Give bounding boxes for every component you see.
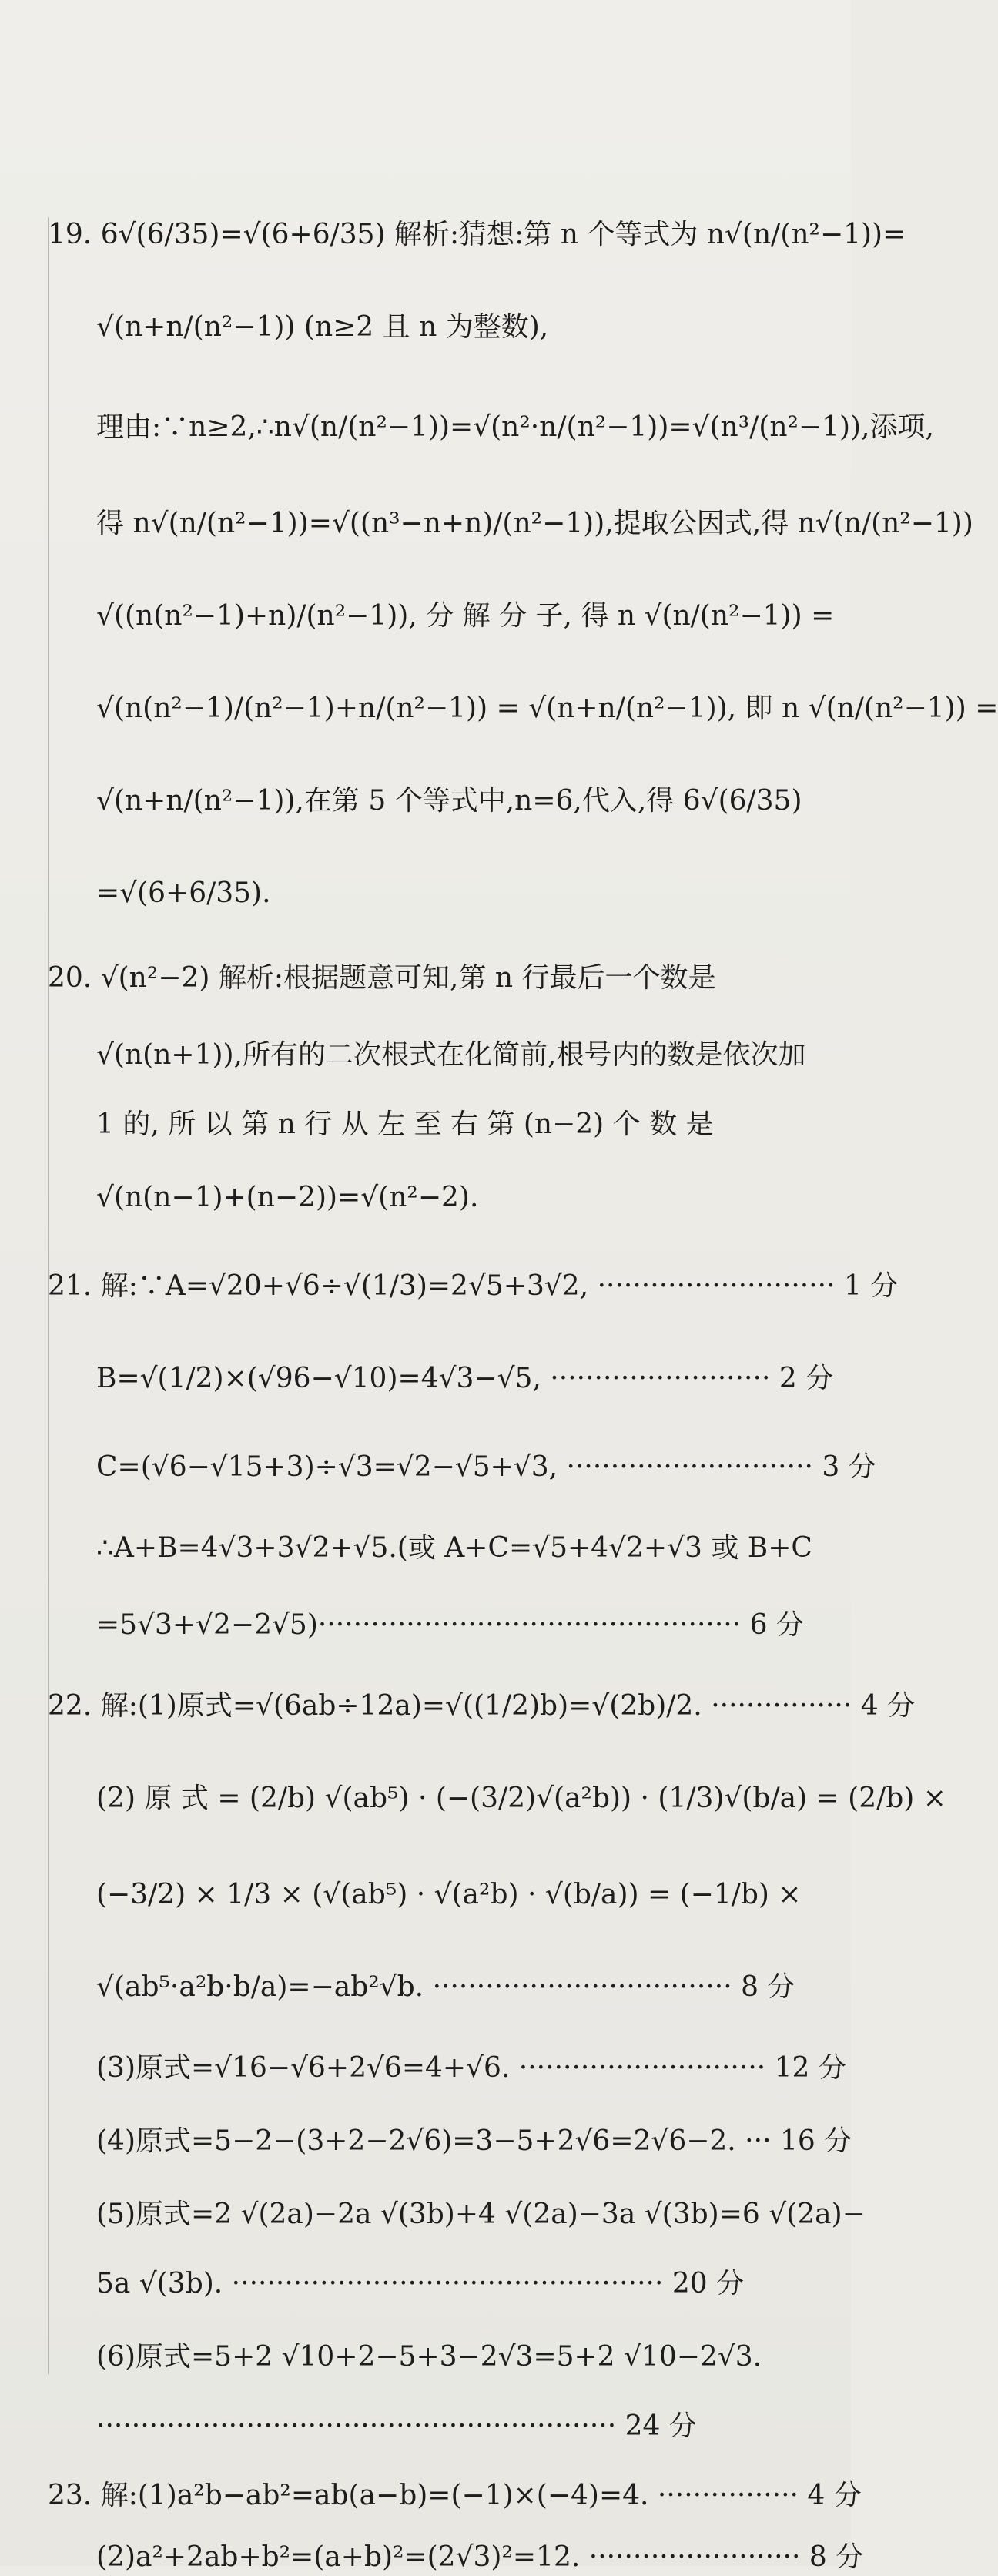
text-line: (3)原式=√16−√6+2√6=4+√6. ···························· 12 分 [96,2052,846,2084]
text-line: (−3/2) × 1/3 × (√(ab⁵) · √(a²b) · √(b/a)) = (−1/b) × [96,1879,802,1910]
text-line: √(n(n²−1)/(n²−1)+n/(n²−1)) = √(n+n/(n²−1)), 即 n √(n/(n²−1)) = [96,693,998,724]
text-line: ∴A+B=4√3+3√2+√5.(或 A+C=√5+4√2+√3 或 B+C [96,1532,812,1564]
text-line: √(n+n/(n²−1)),在第 5 个等式中,n=6,代入,得 6√(6/35) [96,785,802,817]
text-line: =5√3+√2−2√5)················································ 6 分 [96,1609,804,1641]
text-line: (4)原式=5−2−(3+2−2√6)=3−5+2√6=2√6−2. ··· 16 分 [96,2125,852,2157]
text-line: C=(√6−√15+3)÷√3=√2−√5+√3, ···························· 3 分 [96,1451,876,1483]
text-line: 得 n√(n/(n²−1))=√((n³−n+n)/(n²−1)),提取公因式,得 n√(n/(n²−1)) [96,508,973,539]
text-line: 19. 6√(6/35)=√(6+6/35) 解析:猜想:第 n 个等式为 n√(n/(n²−1))= [48,219,906,250]
text-line: =√(6+6/35). [96,877,271,909]
text-line: (2) 原 式 = (2/b) √(ab⁵) · (−(3/2)√(a²b)) · (1/3)√(b/a) = (2/b) × [96,1783,946,1814]
text-line: √((n(n²−1)+n)/(n²−1)), 分 解 分 子, 得 n √(n/(n²−1)) = [96,600,835,632]
text-line: √(n+n/(n²−1)) (n≥2 且 n 为整数), [96,311,549,343]
text-line: √(n(n+1)),所有的二次根式在化简前,根号内的数是依次加 [96,1039,806,1071]
text-line: √(n(n−1)+(n−2))=√(n²−2). [96,1182,479,1213]
text-line: 1 的, 所 以 第 n 行 从 左 至 右 第 (n−2) 个 数 是 [96,1109,714,1140]
text-line: √(ab⁵·a²b·b/a)=−ab²√b. ·································· 8 分 [96,1971,795,2003]
text-line: 5a √(3b). ················································· 20 分 [96,2268,745,2299]
text-line: 23. 解:(1)a²b−ab²=ab(a−b)=(−1)×(−4)=4. ················ 4 分 [48,2480,862,2511]
text-line: 21. 解:∵A=√20+√6÷√(1/3)=2√5+3√2, ··························· 1 分 [48,1270,899,1302]
text-line: 20. √(n²−2) 解析:根据题意可知,第 n 行最后一个数是 [48,962,716,994]
text-line: B=√(1/2)×(√96−√10)=4√3−√5, ························· 2 分 [96,1363,834,1394]
text-line: 22. 解:(1)原式=√(6ab÷12a)=√((1/2)b)=√(2b)/2. ················ 4 分 [48,1690,916,1722]
text-line: 理由:∵n≥2,∴n√(n/(n²−1))=√(n²·n/(n²−1))=√(n³/(n²−1)),添项, [96,411,934,443]
text-line: ··························································· 24 分 [96,2410,697,2442]
text-line: (5)原式=2 √(2a)−2a √(3b)+4 √(2a)−3a √(3b)=6 √(2a)− [96,2199,866,2230]
text-line: (6)原式=5+2 √10+2−5+3−2√3=5+2 √10−2√3. [96,2341,762,2373]
text-line: (2)a²+2ab+b²=(a+b)²=(2√3)²=12. ························ 8 分 [96,2541,864,2573]
